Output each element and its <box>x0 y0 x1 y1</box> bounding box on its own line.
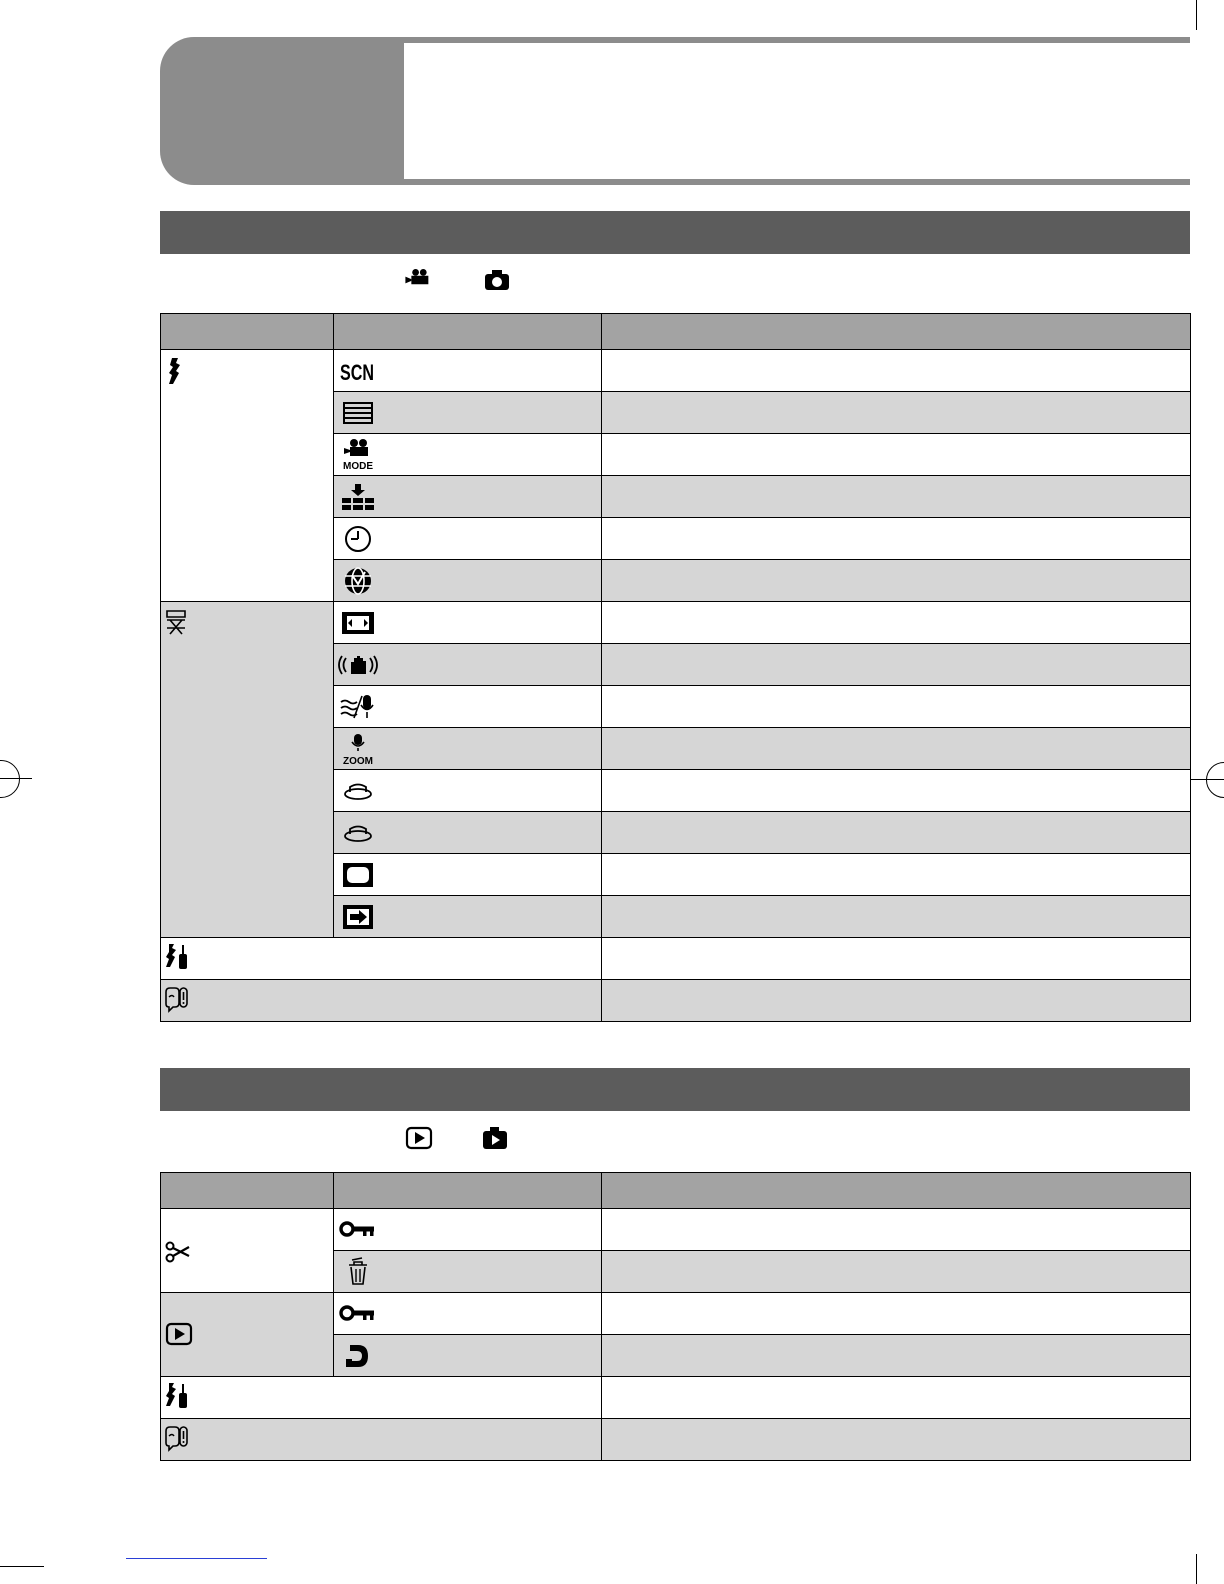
print-d-icon <box>338 1339 378 1373</box>
description-cell <box>602 392 1191 434</box>
setup-tools-icon <box>163 1381 203 1415</box>
protect-key-icon <box>338 1297 378 1331</box>
description-cell <box>602 560 1191 602</box>
category-cell <box>161 602 334 938</box>
language-icon <box>163 1423 203 1457</box>
table-row <box>161 938 1191 980</box>
category-cell <box>161 1209 334 1293</box>
description-cell <box>602 1377 1191 1419</box>
description-cell <box>602 770 1191 812</box>
setup-cell <box>161 1377 602 1419</box>
table-row <box>161 1377 1191 1419</box>
button-icon <box>338 774 378 808</box>
item-icon-cell <box>334 896 602 938</box>
wide-frame-icon <box>338 606 378 640</box>
hand-shake-icon <box>338 648 378 682</box>
playback-menu-table <box>160 1172 1191 1461</box>
scn-icon <box>338 354 378 388</box>
category-cell <box>161 1293 334 1377</box>
footer-rule <box>126 1558 267 1559</box>
description-cell <box>602 1209 1191 1251</box>
setup-cell <box>161 938 602 980</box>
table-header-cell <box>602 1173 1191 1209</box>
description-cell <box>602 644 1191 686</box>
table-row <box>161 350 1191 392</box>
output-arrow-icon <box>338 900 378 934</box>
item-icon-cell <box>334 1251 602 1293</box>
play-icon <box>164 1320 192 1350</box>
description-cell <box>602 896 1191 938</box>
description-cell <box>602 1419 1191 1461</box>
description-cell <box>602 518 1191 560</box>
protect-key-icon <box>338 1213 378 1247</box>
item-icon-cell <box>334 1335 602 1377</box>
still-play-icon <box>480 1124 510 1152</box>
still-camera-icon <box>482 266 512 294</box>
play-icon <box>404 1124 434 1152</box>
movie-camera-icon <box>402 266 432 294</box>
description-cell <box>602 350 1191 392</box>
table-header-row <box>161 314 1191 350</box>
world-time-icon <box>338 564 378 598</box>
table-header-row <box>161 1173 1191 1209</box>
clock-icon <box>338 522 378 556</box>
description-cell <box>602 1251 1191 1293</box>
registration-mark-right <box>1206 762 1224 798</box>
crop-mark-bottom-left <box>0 1566 44 1567</box>
category-cell <box>161 350 334 602</box>
chapter-header <box>160 37 1190 185</box>
item-icon-cell <box>334 686 602 728</box>
table-row <box>161 1293 1191 1335</box>
item-icon-cell <box>334 434 602 476</box>
chapter-tab <box>160 37 404 185</box>
playback-mode-icons <box>160 1124 1190 1160</box>
description-cell <box>602 980 1191 1022</box>
description-cell <box>602 1293 1191 1335</box>
scissors-icon <box>164 1236 192 1266</box>
description-cell <box>602 812 1191 854</box>
description-cell <box>602 854 1191 896</box>
table-row <box>161 1209 1191 1251</box>
language-cell <box>161 980 602 1022</box>
item-icon-cell <box>334 728 602 770</box>
header-top-rule <box>404 37 1190 43</box>
registration-line-right <box>1190 779 1224 780</box>
table-row <box>161 980 1191 1022</box>
director-chair-icon <box>164 608 192 638</box>
recording-mode-icons <box>160 266 1190 302</box>
table-row <box>161 602 1191 644</box>
item-icon-cell <box>334 770 602 812</box>
zoom-mic-icon <box>338 732 378 766</box>
item-icon-cell <box>334 560 602 602</box>
item-icon-cell <box>334 1293 602 1335</box>
registration-line-left <box>0 778 32 779</box>
item-icon-cell <box>334 1209 602 1251</box>
item-icon-cell <box>334 518 602 560</box>
item-icon-cell <box>334 854 602 896</box>
table-header-cell <box>161 314 334 350</box>
description-cell <box>602 938 1191 980</box>
crop-mark-top <box>1196 0 1197 30</box>
header-bottom-rule <box>404 179 1190 185</box>
wrench-icon <box>164 356 192 386</box>
description-cell <box>602 728 1191 770</box>
table-header-cell <box>334 314 602 350</box>
description-cell <box>602 686 1191 728</box>
language-icon <box>163 984 203 1018</box>
description-cell <box>602 434 1191 476</box>
item-icon-cell <box>334 476 602 518</box>
movie-mode-icon <box>338 438 378 472</box>
recording-menu-table <box>160 313 1191 1022</box>
description-cell <box>602 476 1191 518</box>
table-row <box>161 1419 1191 1461</box>
item-icon-cell <box>334 602 602 644</box>
item-icon-cell <box>334 350 602 392</box>
table-header-cell <box>334 1173 602 1209</box>
playback-menu-bar <box>160 1068 1190 1111</box>
description-cell <box>602 602 1191 644</box>
screen-frame-icon <box>338 858 378 892</box>
table-header-cell <box>161 1173 334 1209</box>
level-icon <box>338 480 378 514</box>
registration-mark-left <box>0 760 20 798</box>
trash-icon <box>338 1255 378 1289</box>
grid-lines-icon <box>338 396 378 430</box>
item-icon-cell <box>334 812 602 854</box>
button-alt-icon <box>338 816 378 850</box>
recording-menu-bar <box>160 211 1190 254</box>
item-icon-cell <box>334 644 602 686</box>
wind-mic-icon <box>338 690 378 724</box>
language-cell <box>161 1419 602 1461</box>
crop-mark-bottom-right <box>1196 1554 1197 1584</box>
description-cell <box>602 1335 1191 1377</box>
table-header-cell <box>602 314 1191 350</box>
setup-tools-icon <box>163 942 203 976</box>
item-icon-cell <box>334 392 602 434</box>
